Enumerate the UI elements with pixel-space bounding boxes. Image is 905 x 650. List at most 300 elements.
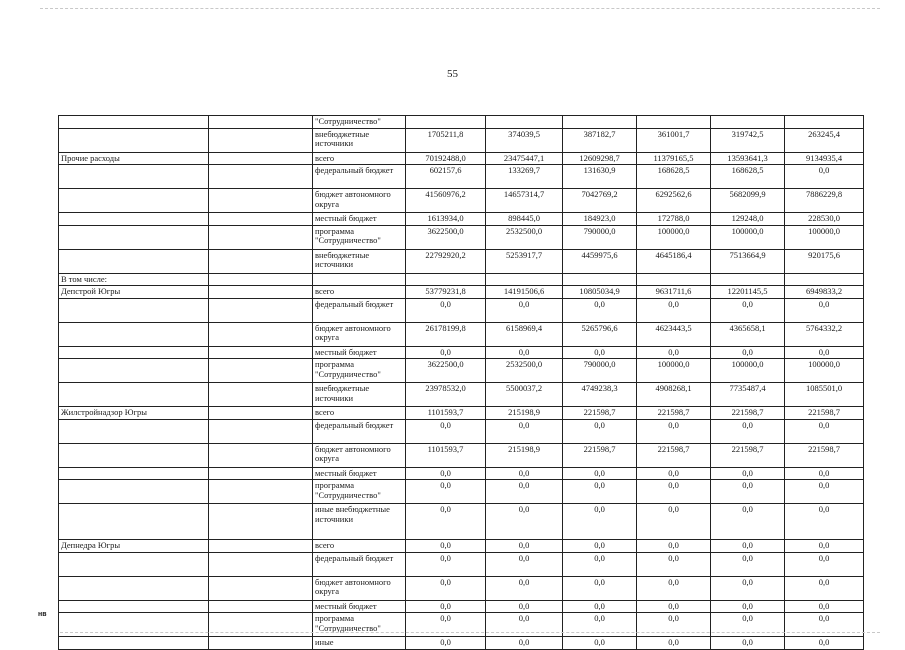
value-cell [637,152,711,165]
value-cell [406,152,486,165]
value-text: 0,0 [742,600,753,611]
funding-source-cell: "Сотрудничество" [313,116,406,129]
table-row [59,480,864,504]
value-text: 11379165,5 [653,152,694,163]
funding-table [58,115,864,650]
value-text: 2532500,0 [505,225,543,236]
value-text: 5253917,7 [505,249,543,260]
value-text: 168628,5 [657,165,690,175]
value-cell [406,600,486,613]
subdivision-cell [209,213,313,226]
value-cell [406,322,486,346]
funding-source-cell: программа "Сотрудничество" [313,359,406,383]
value-cell [711,189,785,213]
value-cell [711,165,785,189]
page-number: 55 [447,68,458,80]
value-text: 0,0 [440,613,451,623]
value-cell [785,249,864,273]
value-cell [785,540,864,553]
subdivision-cell [209,419,313,443]
value-text: 168628,5 [731,165,764,175]
value-text: 0,0 [594,613,605,623]
value-text: 2532500,0 [505,359,543,369]
subdivision-cell [209,359,313,383]
table-row [59,286,864,299]
value-text: 184923,0 [583,213,616,223]
entity-cell: Депнедра Югры [59,540,209,553]
value-cell [406,298,486,322]
value-cell [563,273,637,286]
value-cell [486,116,563,129]
value-text: 1101593,7 [427,443,464,454]
value-cell [486,407,563,420]
entity-cell [59,504,209,540]
value-cell [785,552,864,576]
table-row [59,249,864,273]
value-text: 12201145,5 [727,286,768,296]
value-cell [711,467,785,480]
value-cell [637,225,711,249]
value-cell [563,419,637,443]
value-text: 0,0 [594,637,605,647]
table-row [59,273,864,286]
table-row [59,346,864,359]
table-row [59,467,864,480]
value-cell [406,383,486,407]
value-text: 0,0 [742,346,753,357]
value-cell [563,576,637,600]
value-text: 0,0 [668,504,679,514]
value-text: 0,0 [818,540,830,550]
value-text: 7735487,4 [729,383,766,393]
value-text: 13593641,3 [727,152,768,163]
value-cell [711,407,785,420]
value-cell [637,213,711,226]
value-cell [486,225,563,249]
value-text: 0,0 [818,600,830,611]
value-text: 0,0 [742,504,753,514]
value-text: 0,0 [440,600,451,611]
value-cell [406,504,486,540]
corner-mark: нв [38,611,47,618]
value-cell [711,286,785,299]
value-cell [563,552,637,576]
value-text: 0,0 [440,298,451,309]
subdivision-cell [209,189,313,213]
value-text: 9134935,4 [805,152,843,163]
value-text: 0,0 [440,467,451,478]
subdivision-cell [209,540,313,553]
value-text: 0,0 [518,613,530,623]
value-cell [785,213,864,226]
value-cell [486,213,563,226]
value-text: 319742,5 [731,128,764,139]
funding-source-cell: бюджет автономного округа [313,322,406,346]
value-text: 1613934,0 [427,213,464,223]
value-cell [711,383,785,407]
value-text: 1705211,8 [427,128,464,139]
entity-cell [59,552,209,576]
value-text: 0,0 [818,576,830,587]
subdivision-cell [209,286,313,299]
entity-cell: В том числе: [59,273,209,286]
value-cell [637,467,711,480]
funding-source-cell: внебюджетные источники [313,383,406,407]
value-cell [486,504,563,540]
value-cell [711,249,785,273]
value-text: 100000,0 [808,225,840,236]
value-text: 0,0 [518,346,530,357]
table-row [59,213,864,226]
value-text: 0,0 [594,540,605,550]
value-cell [637,504,711,540]
value-cell [486,128,563,152]
value-text: 4365658,1 [729,322,766,333]
value-cell [486,637,563,650]
funding-source-cell: бюджет автономного округа [313,189,406,213]
value-cell [486,552,563,576]
value-cell [563,286,637,299]
value-text: 0,0 [818,298,830,309]
value-text: 228530,0 [808,213,840,223]
value-text: 0,0 [594,346,605,357]
value-text: 12609298,7 [579,152,620,163]
table-row [59,116,864,129]
value-text: 0,0 [518,298,530,309]
value-text: 221598,7 [583,443,616,454]
subdivision-cell [209,249,313,273]
value-cell [637,189,711,213]
value-text: 374039,5 [508,128,540,139]
value-cell [563,540,637,553]
value-cell [486,322,563,346]
value-cell [406,128,486,152]
funding-source-cell: местный бюджет [313,213,406,226]
value-cell [785,286,864,299]
value-text: 0,0 [518,480,530,490]
value-text: 0,0 [440,480,451,490]
value-cell [637,273,711,286]
value-text: 0,0 [818,467,830,478]
funding-source-cell: бюджет автономного округа [313,443,406,467]
value-cell [711,480,785,504]
entity-cell [59,346,209,359]
value-cell [563,189,637,213]
value-text: 0,0 [440,346,451,357]
value-text: 100000,0 [731,359,764,369]
value-text: 7886229,8 [805,189,843,199]
value-cell [785,443,864,467]
funding-source-cell: всего [313,152,406,165]
value-cell [563,383,637,407]
subdivision-cell [209,576,313,600]
value-text: 0,0 [668,480,679,490]
value-text: 0,0 [440,540,451,550]
value-text: 6949833,2 [805,286,843,296]
value-text: 0,0 [440,637,451,647]
value-cell [637,165,711,189]
entity-cell [59,116,209,129]
value-text: 0,0 [518,576,530,587]
funding-source-cell: федеральный бюджет [313,165,406,189]
value-text: 70192488,0 [425,152,466,163]
value-text: 41560976,2 [425,189,466,199]
value-cell [637,443,711,467]
value-cell [785,383,864,407]
value-cell [785,576,864,600]
value-text: 790000,0 [583,225,616,236]
entity-cell [59,600,209,613]
value-text: 0,0 [518,600,530,611]
value-text: 0,0 [818,480,830,490]
subdivision-cell [209,152,313,165]
value-cell [406,359,486,383]
value-text: 0,0 [518,637,530,647]
value-cell [637,346,711,359]
subdivision-cell [209,637,313,650]
entity-cell [59,249,209,273]
value-text: 0,0 [818,552,830,563]
value-text: 5682099,9 [729,189,766,199]
value-cell [785,467,864,480]
value-text: 0,0 [742,552,753,563]
value-text: 0,0 [668,540,679,550]
value-cell [486,152,563,165]
funding-table-body [59,116,864,650]
value-text: 4749238,3 [581,383,618,393]
funding-source-cell: бюджет автономного округа [313,576,406,600]
value-cell [563,504,637,540]
value-cell [406,419,486,443]
funding-source-cell: местный бюджет [313,600,406,613]
value-cell [785,189,864,213]
entity-cell [59,480,209,504]
value-cell [711,128,785,152]
funding-source-cell: федеральный бюджет [313,419,406,443]
value-text: 387182,7 [583,128,616,139]
value-cell [711,576,785,600]
value-cell [785,504,864,540]
value-text: 3622500,0 [427,225,464,236]
entity-cell [59,443,209,467]
value-text: 4623443,5 [655,322,692,333]
value-cell [711,443,785,467]
subdivision-cell [209,165,313,189]
value-text: 5500037,2 [505,383,543,393]
table-row [59,225,864,249]
value-cell [563,600,637,613]
value-cell [486,467,563,480]
value-text: 0,0 [742,637,753,647]
value-cell [486,383,563,407]
value-cell [486,359,563,383]
value-cell [486,600,563,613]
funding-source-cell: всего [313,407,406,420]
value-cell [486,189,563,213]
value-text: 1101593,7 [427,407,464,417]
value-text: 0,0 [518,552,530,563]
value-text: 0,0 [742,480,753,490]
value-text: 0,0 [668,346,679,357]
value-text: 0,0 [594,552,605,563]
value-text: 0,0 [668,613,679,623]
value-cell [406,540,486,553]
value-text: 0,0 [440,419,451,430]
value-text: 129248,0 [731,213,764,223]
funding-source-cell: местный бюджет [313,346,406,359]
value-text: 0,0 [818,637,830,647]
value-text: 100000,0 [808,359,840,369]
value-cell [711,419,785,443]
value-cell [563,152,637,165]
value-text: 6158969,4 [505,322,543,333]
value-cell [637,407,711,420]
value-cell [785,165,864,189]
value-cell [637,637,711,650]
value-cell [637,540,711,553]
funding-source-cell: иные [313,637,406,650]
value-text: 0,0 [518,419,530,430]
value-text: 221598,7 [657,407,690,417]
subdivision-cell [209,600,313,613]
value-text: 172788,0 [657,213,690,223]
value-cell [563,213,637,226]
subdivision-cell [209,116,313,129]
table-row [59,443,864,467]
entity-cell [59,225,209,249]
value-cell [486,273,563,286]
table-row [59,637,864,650]
value-cell [486,346,563,359]
value-cell [711,213,785,226]
value-cell [406,225,486,249]
value-cell [563,443,637,467]
value-cell [637,480,711,504]
funding-source-cell: всего [313,540,406,553]
subdivision-cell [209,298,313,322]
subdivision-cell [209,128,313,152]
value-cell [406,576,486,600]
value-text: 100000,0 [657,225,690,236]
value-text: 221598,7 [657,443,690,454]
value-cell [637,383,711,407]
subdivision-cell [209,322,313,346]
value-cell [711,225,785,249]
value-text: 131630,9 [583,165,616,175]
value-cell [785,273,864,286]
value-cell [637,552,711,576]
value-text: 221598,7 [583,407,616,417]
value-text: 221598,7 [808,443,840,454]
value-text: 602157,6 [429,165,462,175]
value-cell [637,359,711,383]
value-text: 0,0 [668,552,679,563]
value-text: 23475447,1 [503,152,545,163]
value-cell [637,600,711,613]
funding-source-cell: всего [313,286,406,299]
value-cell [711,116,785,129]
value-cell [406,249,486,273]
value-text: 53779231,8 [425,286,466,296]
table-row [59,128,864,152]
value-text: 0,0 [518,467,530,478]
value-cell [486,286,563,299]
value-text: 221598,7 [808,407,840,417]
value-text: 790000,0 [583,359,616,369]
value-text: 263245,4 [808,128,840,139]
table-row [59,600,864,613]
value-cell [711,298,785,322]
value-cell [406,189,486,213]
value-cell [637,322,711,346]
value-cell [406,116,486,129]
value-cell [406,443,486,467]
value-cell [711,600,785,613]
value-text: 22792920,2 [425,249,466,260]
value-cell [406,273,486,286]
value-cell [637,419,711,443]
entity-cell [59,383,209,407]
value-cell [785,359,864,383]
value-cell [785,298,864,322]
value-cell [637,298,711,322]
value-text: 1085501,0 [805,383,843,393]
scan-edge-top [40,8,880,9]
value-cell [563,407,637,420]
entity-cell [59,637,209,650]
value-text: 100000,0 [731,225,764,236]
value-text: 0,0 [742,540,753,550]
funding-source-cell: федеральный бюджет [313,552,406,576]
value-cell [785,480,864,504]
value-cell [785,600,864,613]
value-cell [406,213,486,226]
value-cell [785,637,864,650]
value-cell [711,346,785,359]
subdivision-cell [209,552,313,576]
value-text: 3622500,0 [427,359,464,369]
value-text: 0,0 [742,576,753,587]
table-row [59,359,864,383]
value-text: 0,0 [668,298,679,309]
value-text: 0,0 [594,298,605,309]
table-row [59,540,864,553]
value-text: 0,0 [594,576,605,587]
value-text: 0,0 [668,637,679,647]
value-text: 0,0 [742,419,753,430]
value-text: 0,0 [518,540,530,550]
entity-cell [59,359,209,383]
value-text: 4908268,1 [655,383,692,393]
entity-cell: Прочие расходы [59,152,209,165]
value-cell [785,419,864,443]
value-text: 100000,0 [657,359,690,369]
subdivision-cell [209,273,313,286]
value-text: 221598,7 [731,443,764,454]
value-text: 133269,7 [508,165,540,175]
table-row [59,189,864,213]
table-row [59,165,864,189]
value-cell [486,249,563,273]
funding-source-cell: федеральный бюджет [313,298,406,322]
value-cell [563,128,637,152]
value-cell [406,407,486,420]
value-cell [785,152,864,165]
value-cell [711,552,785,576]
entity-cell [59,298,209,322]
value-text: 0,0 [440,504,451,514]
value-cell [563,322,637,346]
